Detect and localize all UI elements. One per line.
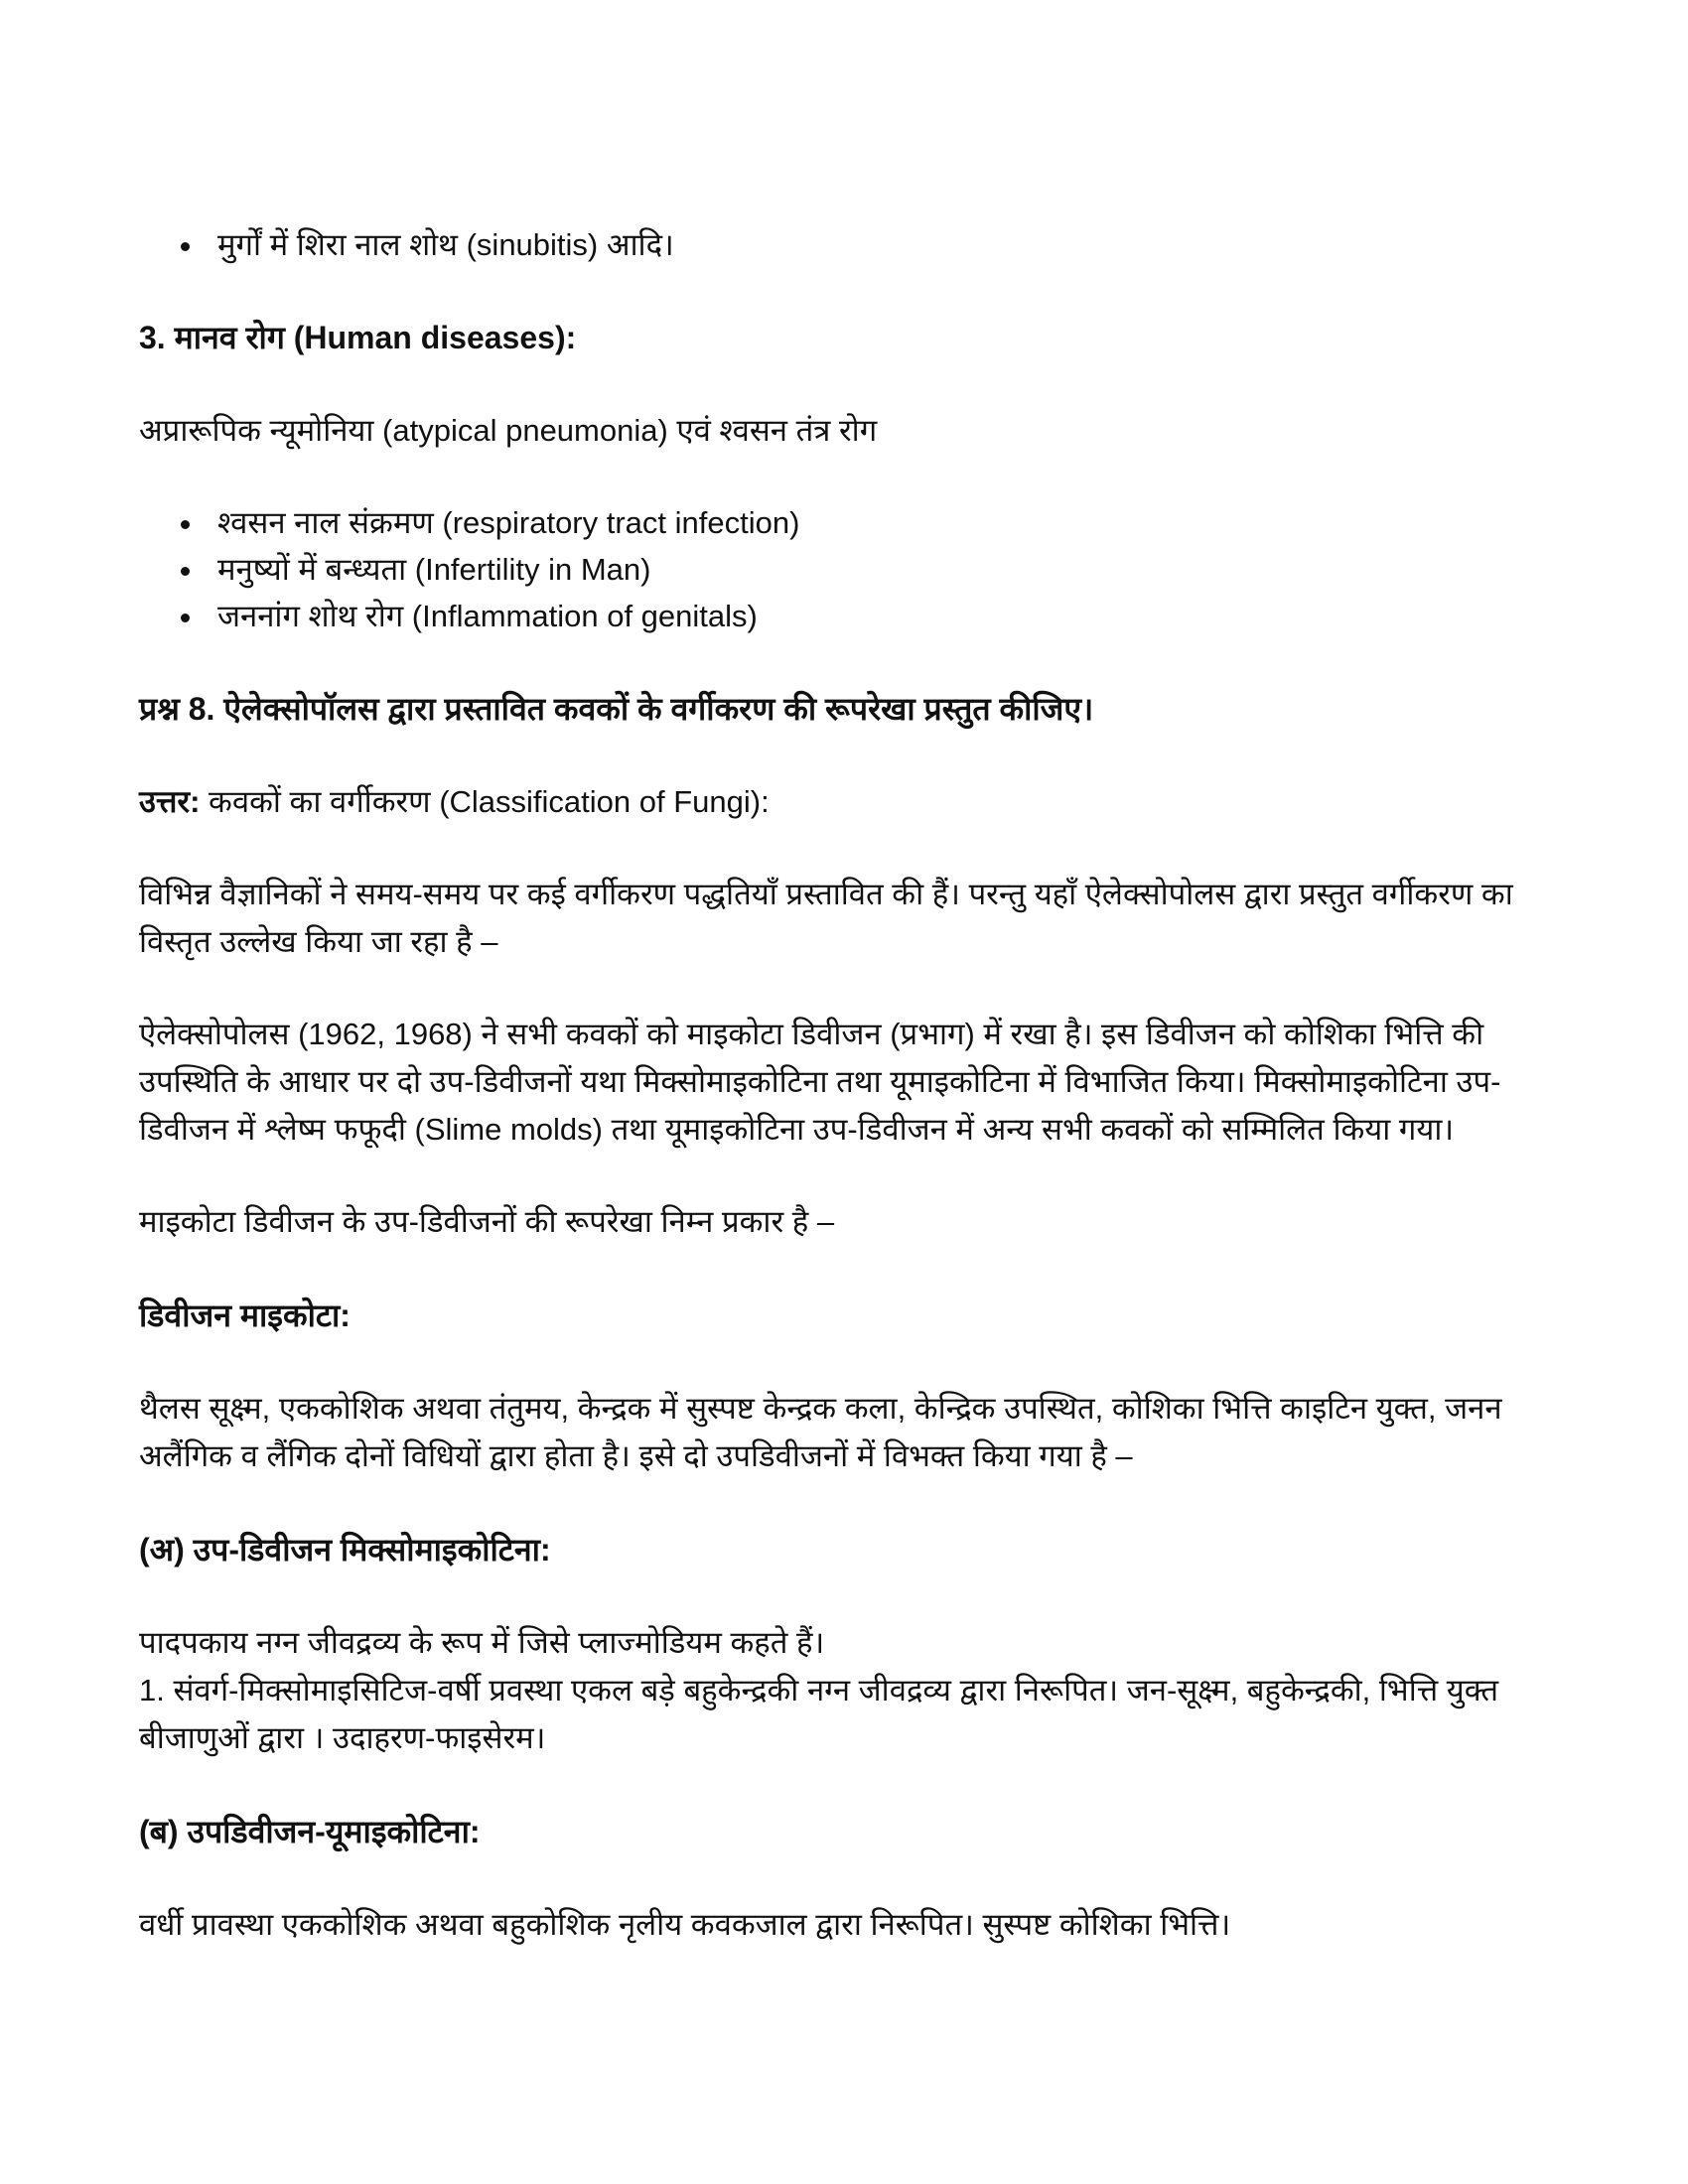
disease-bullet-list: [139, 499, 1549, 639]
para-eumycotina: वर्धी प्रावस्था एककोशिक अथवा बहुकोशिक नृलीय कवकजाल द्वारा निरूपित। सुस्पष्ट कोशिका भित्ति।: [139, 1907, 1231, 1942]
para-mycota-description: थैलस सूक्ष्म, एककोशिक अथवा तंतुमय, केन्द्रक में सुस्पष्ट केन्द्रक कला, केन्द्रिक उपस्थित, कोशिका भित्ति काइटिन युक्त, जनन अलैंगिक व लैंगिक दोनों विधियों द्वारा होता है। इसे दो उपडिवीजनों में विभक्त किया गया है –: [139, 1391, 1502, 1473]
para-myxomycotina-line2: 1. संवर्ग-मिक्सोमाइसिटिज-वर्षी प्रवस्था एकल बड़े बहुकेन्द्रकी नग्न जीवद्रव्य द्वारा निरूपित। जन-सूक्ष्म, बहुकेन्द्रकी, भित्ति युक्त बीजाणुओं द्वारा । उदाहरण-फाइसेरम।: [139, 1673, 1499, 1755]
answer-label: उत्तर:: [139, 784, 201, 819]
para-alexopoulos-division: ऐलेक्सोपोलस (1962, 1968) ने सभी कवकों को माइकोटा डिवीजन (प्रभाग) में रखा है। इस डिवीजन को कोशिका भित्ति की उपस्थिति के आधार पर दो उप-डिवीजनों यथा मिक्सोमाइकोटिना तथा यूमाइकोटिना में विभाजित किया। मिक्सोमाइकोटिना उप-डिवीजन में श्लेष्म फफूदी (Slime molds) तथा यूमाइकोटिना उप-डिवीजन में अन्य सभी कवकों को सम्मिलित किया गया।: [139, 1017, 1501, 1147]
list-item: • मुर्गों में शिरा नाल शोथ (sinubitis) आदि।: [206, 221, 1549, 268]
list-item: • श्वसन नाल संक्रमण (respiratory tract infection): [206, 499, 1549, 546]
heading-question-8: प्रश्न 8. ऐलेक्सोपॉलस द्वारा प्रस्तावित कवकों के वर्गीकरण की रूपरेखा प्रस्तुत कीजिए।: [139, 691, 1094, 727]
heading-subdivision-myxomycotina: (अ) उप-डिवीजन मिक्सोमाइकोटिना:: [139, 1532, 551, 1568]
list-item: • मनुष्यों में बन्ध्यता (Infertility in Man): [206, 546, 1549, 593]
heading-division-mycota: डिवीजन माइकोटा:: [139, 1297, 351, 1333]
heading-subdivision-eumycotina: (ब) उपडिवीजन-यूमाइकोटिना:: [139, 1814, 481, 1849]
para-various-classifications: विभिन्न वैज्ञानिकों ने समय-समय पर कई वर्गीकरण पद्धतियाँ प्रस्तावित की हैं। परन्तु यहाँ ऐलेक्सोपोलस द्वारा प्रस्तुत वर्गीकरण का विस्तृत उल्लेख किया जा रहा है –: [139, 877, 1513, 959]
list-item: • जननांग शोथ रोग (Inflammation of genitals): [206, 593, 1549, 639]
para-myxomycotina-line1: पादपकाय नग्न जीवद्रव्य के रूप में जिसे प्लाज्मोडियम कहते हैं।: [139, 1625, 825, 1660]
top-bullet-list: [139, 221, 1549, 268]
para-answer-intro: [139, 778, 1549, 826]
para-atypical-pneumonia: अप्रारूपिक न्यूमोनिया (atypical pneumonia) एवं श्वसन तंत्र रोग: [139, 413, 878, 448]
answer-intro-text: कवकों का वर्गीकरण (Classification of Fungi):: [200, 784, 770, 819]
para-outline-intro: माइकोटा डिवीजन के उप-डिवीजनों की रूपरेखा निम्न प्रकार है –: [139, 1204, 835, 1239]
heading-human-diseases: 3. मानव रोग (Human diseases):: [139, 320, 577, 355]
